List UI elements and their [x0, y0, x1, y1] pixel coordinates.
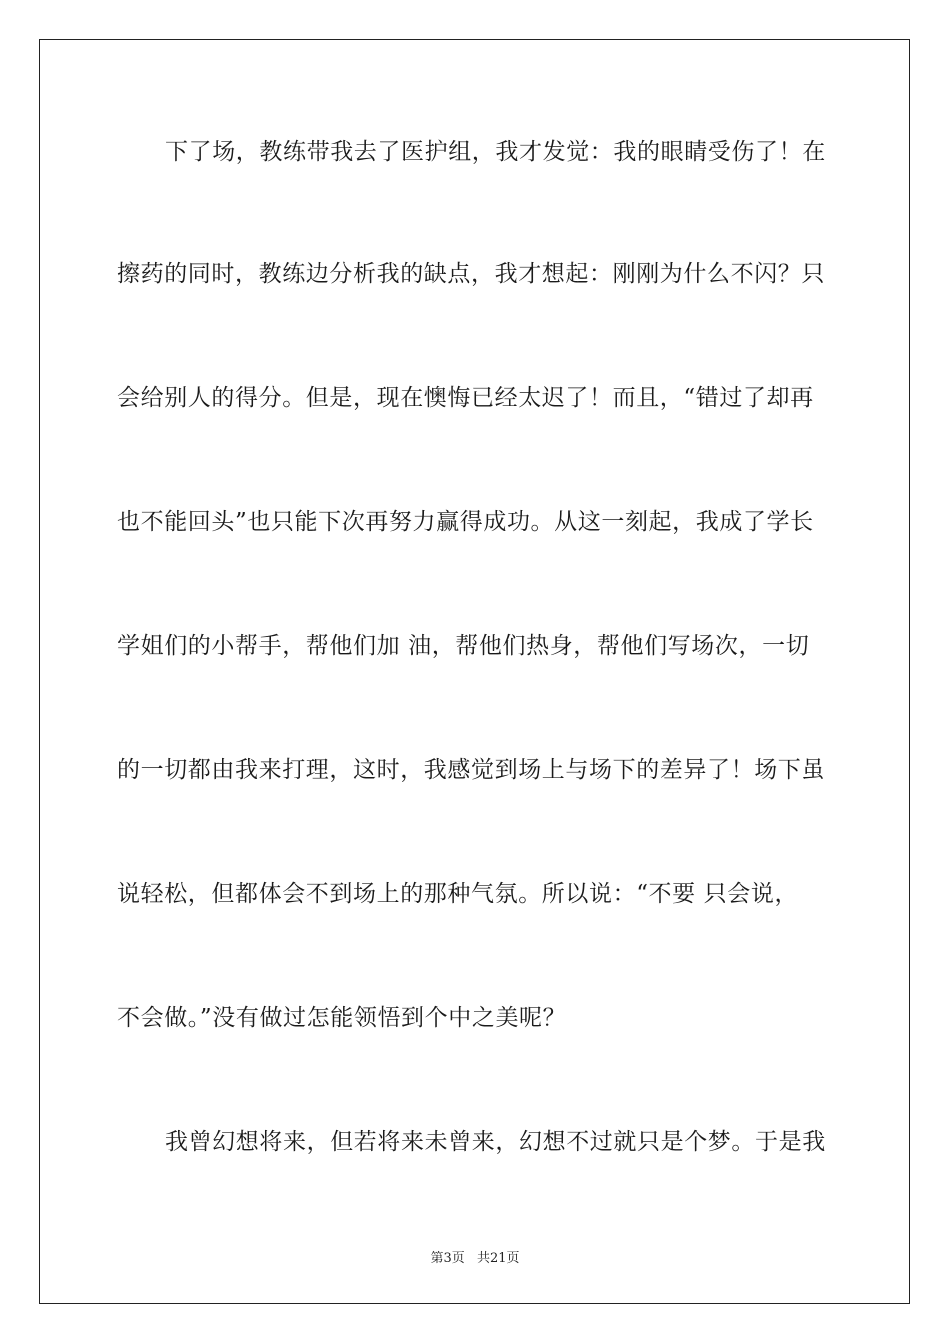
text-line: 会给别人的得分。但是，现在懊悔已经太迟了！而且，“错过了却再	[117, 385, 814, 411]
page-border	[39, 39, 910, 1304]
text-line: 也不能回头”也只能下次再努力赢得成功。从这一刻起，我成了学长	[117, 509, 814, 535]
text-line: 不会做。”没有做过怎能领悟到个中之美呢？	[117, 1005, 567, 1031]
page-footer	[0, 1247, 950, 1266]
text-line: 学姐们的小帮手，帮他们加 油，帮他们热身，帮他们写场次，一切	[117, 633, 810, 659]
text-line: 擦药的同时，教练边分析我的缺点，我才想起：刚刚为什么不闪？只	[117, 261, 825, 287]
text-line: 的一切都由我来打理，这时，我感觉到场上与场下的差异了！场下虽	[117, 757, 825, 783]
page-number: 第3页	[430, 1251, 465, 1266]
text-line: 我曾幻想将来，但若将来未曾来，幻想不过就只是个梦。于是我	[165, 1129, 826, 1155]
page-total: 共21页	[476, 1251, 520, 1266]
text-line: 说轻松，但都体会不到场上的那种气氛。所以说：“不要 只会说，	[117, 881, 799, 907]
text-line: 下了场，教练带我去了医护组，我才发觉：我的眼睛受伤了！在	[165, 139, 826, 165]
